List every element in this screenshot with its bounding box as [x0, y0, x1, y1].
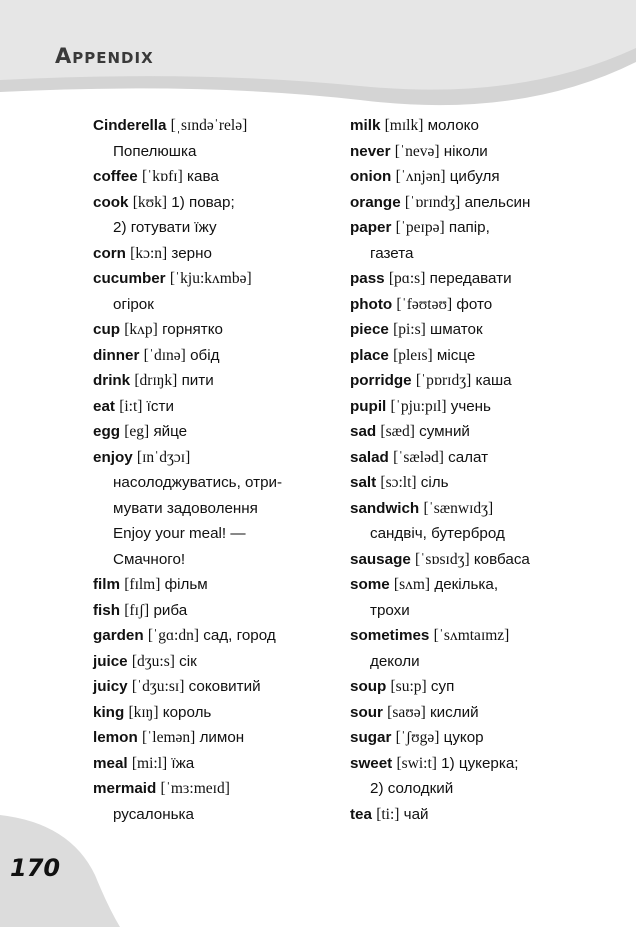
entry-word: sweet [350, 754, 393, 772]
dictionary-entry [350, 419, 590, 445]
entry-transcription: [kʊk] [132, 193, 168, 211]
dictionary-entry [93, 445, 343, 573]
entry-first-line [93, 776, 343, 802]
dictionary-entry [93, 674, 343, 700]
entry-word: some [350, 576, 390, 593]
entry-transcription: [sɔ:lt] [380, 474, 417, 491]
dictionary-entry [350, 317, 590, 343]
entry-first-line [93, 164, 343, 190]
entry-transcription: [ˈpeɪpə] [395, 219, 445, 236]
entry-transcription: [ˈdɪnə] [143, 346, 186, 364]
entry-continuation: трохи [370, 601, 410, 619]
entry-first-line [93, 751, 343, 777]
entry-word: coffee [93, 168, 138, 185]
entry-transcription: [sæd] [380, 423, 415, 440]
entry-first-line [350, 113, 590, 139]
entry-translation: місце [436, 346, 476, 364]
entry-word: enjoy [93, 448, 133, 466]
entry-transcription: [ˈʃʊgə] [395, 729, 440, 746]
dictionary-entry [350, 394, 590, 420]
entry-translation: учень [450, 397, 491, 415]
right-column [350, 113, 590, 827]
dictionary-entry [350, 292, 590, 318]
entry-translation: чай [403, 805, 429, 823]
entry-transcription: [ˈɒrɪndʒ] [404, 193, 461, 211]
dictionary-entry [350, 113, 590, 139]
dictionary-entry [350, 368, 590, 394]
entry-first-line [93, 241, 343, 267]
dictionary-entry [93, 776, 343, 827]
entry-first-line [93, 343, 343, 369]
entry-continuation: Смачного! [113, 550, 186, 568]
entry-first-line [350, 751, 590, 777]
dictionary-entry [93, 700, 343, 726]
page-header-title: Appendix [55, 44, 154, 68]
dictionary-entry [350, 547, 590, 573]
entry-transcription: [ˈdʒu:sɪ] [131, 678, 185, 695]
entry-continuation: огірок [113, 295, 154, 313]
entry-transcription: [kʌp] [124, 321, 158, 338]
entry-word: pupil [350, 397, 387, 415]
dictionary-entry [350, 470, 590, 496]
dictionary-entry [93, 317, 343, 343]
entry-word: dinner [93, 346, 140, 364]
entry-translation: шматок [430, 321, 483, 338]
entry-first-line [93, 700, 343, 726]
entry-transcription: [dʒu:s] [131, 652, 175, 670]
entry-word: juicy [93, 678, 128, 695]
entry-continuation: сандвіч, бутерброд [370, 525, 505, 542]
entry-transcription: [pɑ:s] [388, 270, 426, 287]
entry-transcription: [su:p] [390, 678, 427, 695]
entry-translation: сумний [419, 423, 470, 440]
entry-continuation: насолоджуватись, отри- [113, 474, 283, 491]
entry-transcription: [mɪlk] [384, 117, 424, 134]
entry-continuation: Попелюшка [113, 142, 197, 160]
entry-translation: яйце [153, 423, 188, 440]
dictionary-entry [93, 113, 343, 164]
dictionary-entry [93, 598, 343, 624]
entry-first-line [350, 317, 590, 343]
entry-transcription: [ˈmɜ:meɪd] [160, 780, 230, 797]
entry-word: lemon [93, 729, 138, 746]
entry-transcription: [ˈpju:pɪl] [390, 397, 447, 415]
entry-word: cucumber [93, 270, 166, 287]
entry-translation: горнятко [162, 321, 223, 338]
entry-first-line [350, 266, 590, 292]
entry-transcription: [ˈsɒsɪdʒ] [415, 550, 470, 568]
entry-transcription: [pi:s] [393, 321, 426, 338]
entry-word: Cinderella [93, 117, 167, 134]
entry-transcription: [ˈsæləd] [393, 448, 444, 466]
entry-translation: фільм [164, 576, 208, 593]
entry-word: sandwich [350, 499, 420, 517]
entry-translation: декілька, [434, 576, 499, 593]
entry-first-line [350, 547, 590, 573]
entry-transcription: [ti:] [376, 805, 400, 823]
entry-transcription: [mi:l] [131, 754, 168, 772]
entry-first-line [350, 343, 590, 369]
entry-transcription: [fɪlm] [124, 576, 161, 593]
entry-word: garden [93, 627, 144, 644]
dictionary-entry [93, 419, 343, 445]
entry-transcription: [ˈlemən] [141, 729, 196, 746]
entry-first-line [93, 368, 343, 394]
entry-transcription: [sʌm] [393, 576, 431, 593]
entry-translation: пити [181, 372, 214, 389]
entry-first-line [350, 164, 590, 190]
entry-translation: ніколи [443, 142, 488, 160]
dictionary-entry [350, 751, 590, 802]
dictionary-entry [93, 394, 343, 420]
entry-translation: ковбаса [473, 550, 530, 568]
entry-translation: каша [475, 372, 512, 389]
entry-translation: їжа [171, 754, 195, 772]
entry-transcription: [ˌsɪndəˈrelə] [170, 117, 248, 134]
dictionary-entry [93, 572, 343, 598]
entry-word: drink [93, 372, 131, 389]
entry-translation: лимон [199, 729, 245, 746]
entry-word: onion [350, 168, 392, 185]
dictionary-entry [350, 139, 590, 165]
entry-transcription: [ˈnevə] [394, 142, 440, 160]
entry-translation: апельсин [464, 193, 531, 211]
entry-first-line [350, 139, 590, 165]
entry-first-line [350, 470, 590, 496]
entry-word: pass [350, 270, 385, 287]
entry-first-line [350, 394, 590, 420]
entry-translation: король [162, 703, 212, 721]
entry-word: sometimes [350, 627, 430, 644]
dictionary-entry [93, 164, 343, 190]
entry-translation: соковитий [188, 678, 261, 695]
entry-word: meal [93, 754, 128, 772]
entry-translation: сік [179, 652, 197, 670]
dictionary-entry [350, 343, 590, 369]
entry-translation: риба [153, 601, 188, 619]
entry-first-line [93, 113, 343, 139]
entry-first-line [93, 623, 343, 649]
dictionary-entry [350, 190, 590, 216]
entry-transcription: [swi:t] [396, 754, 437, 772]
entry-first-line [350, 725, 590, 751]
entry-first-line [350, 368, 590, 394]
entry-word: sad [350, 423, 377, 440]
entry-first-line [350, 700, 590, 726]
entry-transcription: [ˈpɒrɪdʒ] [415, 372, 472, 389]
entry-continuation: 2) солодкий [370, 780, 454, 797]
entry-word: salt [350, 474, 377, 491]
dictionary-entry [350, 802, 590, 828]
entry-first-line [350, 292, 590, 318]
entry-translation: кава [187, 168, 219, 185]
entry-first-line [93, 649, 343, 675]
entry-transcription: [saʊə] [387, 703, 426, 721]
entry-translation: молоко [427, 117, 479, 134]
entry-word: fish [93, 601, 121, 619]
entry-word: never [350, 142, 391, 160]
entry-continuation: газета [370, 244, 414, 262]
entry-translation: передавати [429, 270, 512, 287]
entry-word: tea [350, 805, 372, 823]
entry-word: king [93, 703, 125, 721]
entry-first-line [350, 445, 590, 471]
dictionary-entry [93, 266, 343, 317]
entry-transcription: [ˈkɒfɪ] [141, 168, 183, 185]
dictionary-entry [350, 572, 590, 623]
entry-translation: папір, [448, 219, 490, 236]
entry-word: salad [350, 448, 389, 466]
dictionary-entry [93, 623, 343, 649]
dictionary-entry [93, 751, 343, 777]
entry-word: juice [93, 652, 128, 670]
entry-word: porridge [350, 372, 412, 389]
entry-word: cook [93, 193, 129, 211]
dictionary-entry [350, 725, 590, 751]
entry-word: corn [93, 244, 126, 262]
entry-first-line [350, 623, 590, 649]
entry-transcription: [i:t] [119, 397, 143, 415]
entry-first-line [350, 674, 590, 700]
dictionary-entry [93, 649, 343, 675]
entry-translation: фото [456, 295, 493, 313]
entry-continuation: русалонька [113, 805, 194, 823]
entry-translation: сад, город [203, 627, 276, 644]
dictionary-entry [350, 700, 590, 726]
entry-first-line [350, 496, 590, 522]
dictionary-entry [350, 496, 590, 547]
dictionary-entry [93, 241, 343, 267]
entry-transcription: [kɔ:n] [130, 244, 168, 262]
entry-transcription: [ˈʌnjən] [395, 168, 446, 185]
entry-transcription: [fɪʃ] [124, 601, 150, 619]
entry-first-line [93, 419, 343, 445]
entry-continuation: деколи [370, 652, 420, 670]
entry-word: soup [350, 678, 387, 695]
page-number: 170 [10, 854, 61, 882]
entry-first-line [93, 317, 343, 343]
entry-word: place [350, 346, 389, 364]
entry-translation: цукор [443, 729, 484, 746]
entry-translation: кислий [430, 703, 479, 721]
entry-first-line [350, 419, 590, 445]
entry-translation: 1) повар; [171, 193, 235, 211]
entry-transcription: [ˈsænwɪdʒ] [423, 499, 494, 517]
entry-continuation: 2) готувати їжу [113, 219, 217, 236]
entry-word: orange [350, 193, 401, 211]
entry-translation: сіль [420, 474, 449, 491]
entry-translation: зерно [171, 244, 212, 262]
entry-translation: суп [430, 678, 455, 695]
entry-first-line [93, 725, 343, 751]
entry-word: eat [93, 397, 115, 415]
entry-first-line [93, 674, 343, 700]
dictionary-entry [93, 343, 343, 369]
dictionary-entry [350, 623, 590, 674]
entry-transcription: [ˈfəʊtəʊ] [396, 295, 453, 313]
dictionary-entry [350, 266, 590, 292]
entry-transcription: [drɪŋk] [134, 372, 178, 389]
entry-first-line [350, 190, 590, 216]
entry-continuation: Enjoy your meal! — [113, 525, 246, 542]
dictionary-entry [93, 368, 343, 394]
entry-first-line [93, 394, 343, 420]
entry-first-line [93, 266, 343, 292]
entry-translation: цибуля [449, 168, 500, 185]
dictionary-entry [350, 164, 590, 190]
entry-word: mermaid [93, 780, 157, 797]
entry-transcription: [ˈgɑ:dn] [147, 627, 200, 644]
entry-word: sugar [350, 729, 392, 746]
entry-word: piece [350, 321, 389, 338]
entry-word: paper [350, 219, 392, 236]
entry-first-line [93, 190, 343, 216]
entry-first-line [93, 572, 343, 598]
entry-first-line [93, 445, 343, 471]
dictionary-entry [350, 215, 590, 266]
entry-translation: обід [190, 346, 220, 364]
left-column [93, 113, 343, 827]
entry-translation: салат [448, 448, 489, 466]
entry-transcription: [pleɪs] [393, 346, 433, 364]
entry-first-line [350, 802, 590, 828]
entry-word: sausage [350, 550, 411, 568]
entry-transcription: [ˈkju:kʌmbə] [169, 270, 252, 287]
dictionary-entry [93, 725, 343, 751]
entry-continuation: мувати задоволення [113, 499, 258, 517]
entry-word: film [93, 576, 121, 593]
entry-word: sour [350, 703, 383, 721]
entry-translation: 1) цукерка; [441, 754, 519, 772]
entry-transcription: [ˈsʌmtaɪmz] [433, 627, 510, 644]
entry-transcription: [kɪŋ] [128, 703, 159, 721]
entry-translation: їсти [146, 397, 174, 415]
entry-word: egg [93, 423, 121, 440]
entry-word: milk [350, 117, 381, 134]
entry-transcription: [eg] [124, 423, 150, 440]
entry-first-line [350, 215, 590, 241]
entry-word: photo [350, 295, 393, 313]
dictionary-entry [350, 445, 590, 471]
entry-first-line [93, 598, 343, 624]
dictionary-entry [93, 190, 343, 241]
entry-first-line [350, 572, 590, 598]
dictionary-entry [350, 674, 590, 700]
entry-transcription: [ɪnˈdʒɔɪ] [136, 448, 191, 466]
entry-word: cup [93, 321, 121, 338]
